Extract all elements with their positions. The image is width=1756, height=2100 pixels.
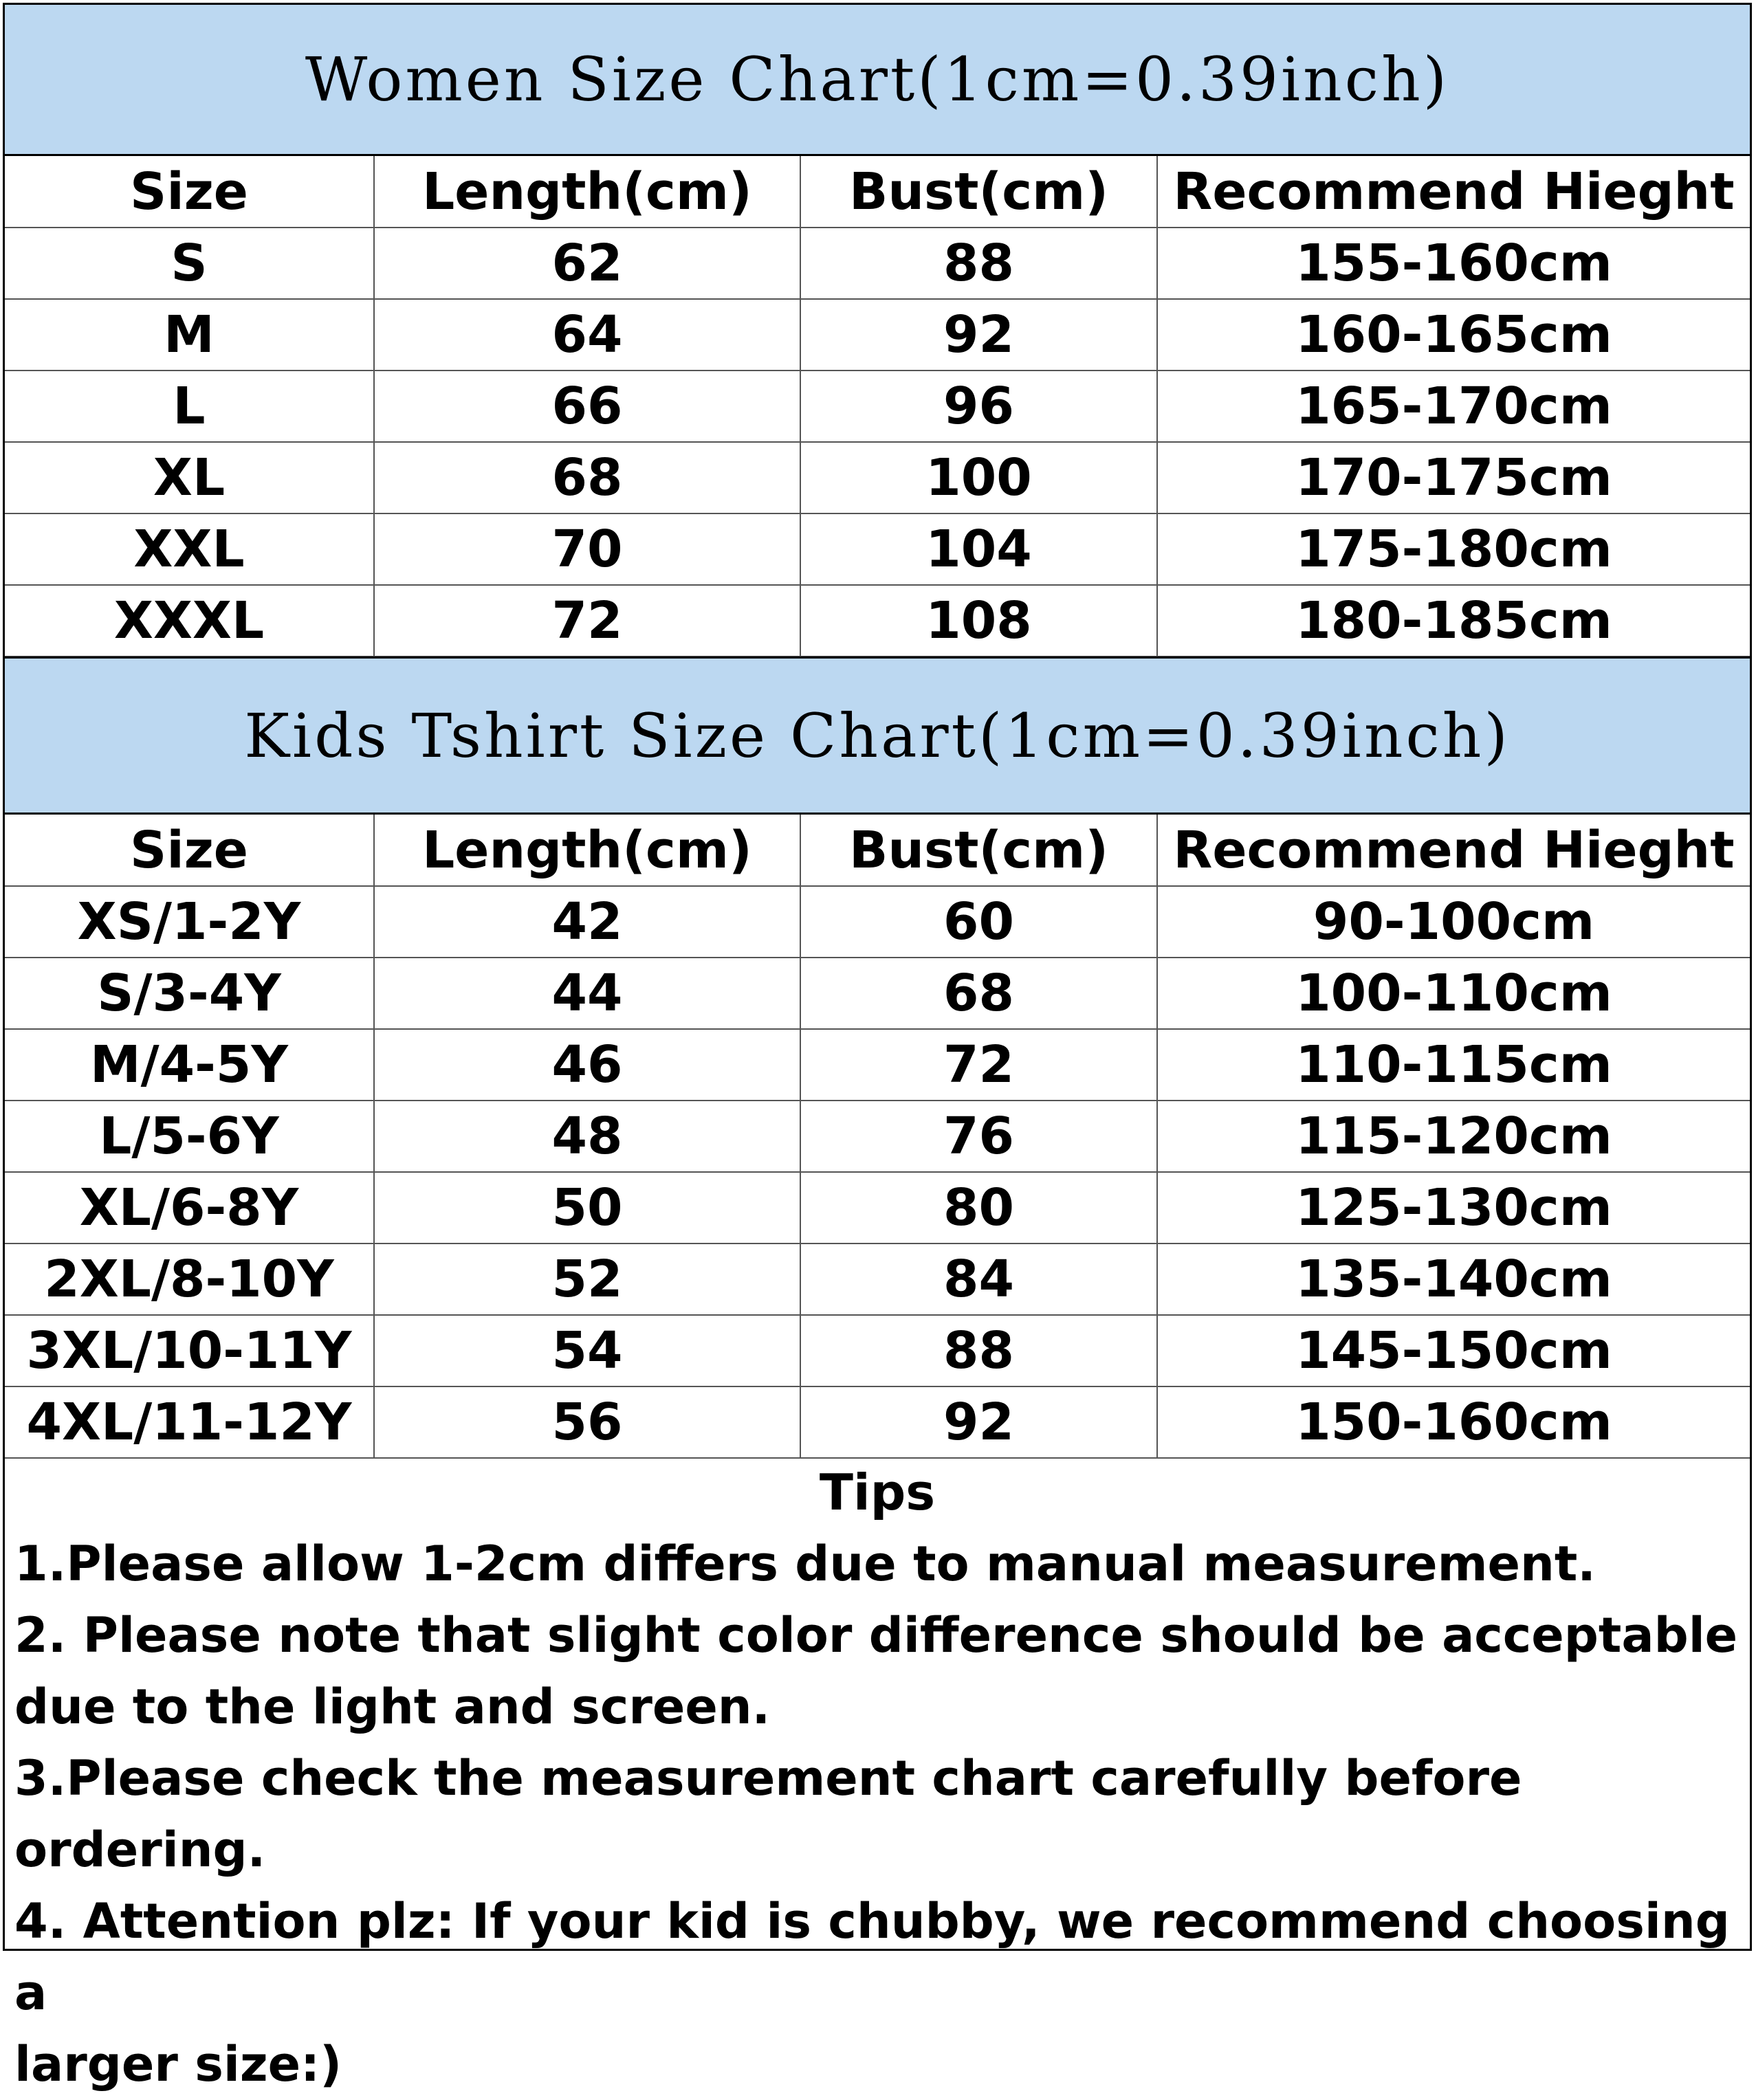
cell-height: 90-100cm bbox=[1157, 886, 1750, 958]
table-row bbox=[5, 585, 1750, 656]
cell-bust: 76 bbox=[800, 1101, 1157, 1172]
tip-line: 1.Please allow 1-2cm differs due to manual measurement. bbox=[14, 1536, 1596, 1592]
cell-bust: 72 bbox=[800, 1029, 1157, 1101]
table-row bbox=[5, 886, 1750, 958]
kids-size-chart-title: Kids Tshirt Size Chart(1cm=0.39inch) bbox=[5, 656, 1750, 815]
cell-length: 54 bbox=[374, 1315, 800, 1386]
header-bust: Bust(cm) bbox=[800, 815, 1157, 886]
cell-height: 110-115cm bbox=[1157, 1029, 1750, 1101]
cell-size: L/5-6Y bbox=[5, 1101, 374, 1172]
table-row bbox=[5, 299, 1750, 371]
size-chart-sheet bbox=[3, 3, 1752, 2092]
cell-height: 135-140cm bbox=[1157, 1244, 1750, 1315]
header-size: Size bbox=[5, 815, 374, 886]
table-row bbox=[5, 958, 1750, 1029]
cell-height: 155-160cm bbox=[1157, 228, 1750, 299]
women-size-table bbox=[5, 156, 1750, 657]
cell-length: 70 bbox=[374, 513, 800, 585]
cell-length: 50 bbox=[374, 1172, 800, 1244]
tip-line: larger size:) bbox=[14, 2036, 342, 2092]
header-length: Length(cm) bbox=[374, 156, 800, 228]
cell-height: 180-185cm bbox=[1157, 585, 1750, 656]
cell-size: 4XL/11-12Y bbox=[5, 1386, 374, 1458]
cell-length: 64 bbox=[374, 299, 800, 371]
cell-bust: 108 bbox=[800, 585, 1157, 656]
cell-height: 125-130cm bbox=[1157, 1172, 1750, 1244]
table-row bbox=[5, 371, 1750, 442]
cell-height: 145-150cm bbox=[1157, 1315, 1750, 1386]
table-row bbox=[5, 442, 1750, 513]
cell-height: 150-160cm bbox=[1157, 1386, 1750, 1458]
cell-size: XXL bbox=[5, 513, 374, 585]
cell-bust: 92 bbox=[800, 299, 1157, 371]
table-header-row bbox=[5, 815, 1750, 886]
cell-height: 160-165cm bbox=[1157, 299, 1750, 371]
tip-line: 3.Please check the measurement chart carefully before ordering. bbox=[14, 1750, 1539, 1878]
cell-length: 68 bbox=[374, 442, 800, 513]
cell-size: S/3-4Y bbox=[5, 958, 374, 1029]
cell-height: 165-170cm bbox=[1157, 371, 1750, 442]
kids-size-table bbox=[5, 815, 1750, 1459]
cell-bust: 104 bbox=[800, 513, 1157, 585]
cell-bust: 60 bbox=[800, 886, 1157, 958]
header-bust: Bust(cm) bbox=[800, 156, 1157, 228]
cell-length: 62 bbox=[374, 228, 800, 299]
table-row bbox=[5, 1244, 1750, 1315]
table-row bbox=[5, 1029, 1750, 1101]
header-length: Length(cm) bbox=[374, 815, 800, 886]
tip-line: due to the light and screen. bbox=[14, 1679, 771, 1735]
tip-line: 4. Attention plz: If your kid is chubby, we recommend choosing a bbox=[14, 1893, 1747, 2021]
cell-length: 46 bbox=[374, 1029, 800, 1101]
header-recommend-height: Recommend Hieght bbox=[1157, 815, 1750, 886]
cell-length: 48 bbox=[374, 1101, 800, 1172]
cell-bust: 88 bbox=[800, 1315, 1157, 1386]
cell-length: 66 bbox=[374, 371, 800, 442]
cell-bust: 96 bbox=[800, 371, 1157, 442]
table-row bbox=[5, 513, 1750, 585]
cell-height: 115-120cm bbox=[1157, 1101, 1750, 1172]
cell-length: 44 bbox=[374, 958, 800, 1029]
tips-title: Tips bbox=[819, 1463, 936, 1521]
cell-bust: 88 bbox=[800, 228, 1157, 299]
cell-length: 56 bbox=[374, 1386, 800, 1458]
cell-size: XXXL bbox=[5, 585, 374, 656]
cell-length: 42 bbox=[374, 886, 800, 958]
cell-size: XS/1-2Y bbox=[5, 886, 374, 958]
table-row bbox=[5, 1315, 1750, 1386]
cell-size: 2XL/8-10Y bbox=[5, 1244, 374, 1315]
header-recommend-height: Recommend Hieght bbox=[1157, 156, 1750, 228]
cell-size: S bbox=[5, 228, 374, 299]
tip-line: 2. Please note that slight color difference should be acceptable bbox=[14, 1607, 1738, 1664]
cell-height: 170-175cm bbox=[1157, 442, 1750, 513]
table-row bbox=[5, 1386, 1750, 1458]
women-size-chart-title: Women Size Chart(1cm=0.39inch) bbox=[5, 5, 1750, 156]
cell-bust: 68 bbox=[800, 958, 1157, 1029]
header-size: Size bbox=[5, 156, 374, 228]
table-row bbox=[5, 1101, 1750, 1172]
cell-bust: 80 bbox=[800, 1172, 1157, 1244]
cell-size: XL/6-8Y bbox=[5, 1172, 374, 1244]
tips-section bbox=[5, 1457, 1750, 2100]
cell-height: 175-180cm bbox=[1157, 513, 1750, 585]
cell-size: M/4-5Y bbox=[5, 1029, 374, 1101]
cell-bust: 92 bbox=[800, 1386, 1157, 1458]
table-header-row bbox=[5, 156, 1750, 228]
cell-height: 100-110cm bbox=[1157, 958, 1750, 1029]
cell-size: L bbox=[5, 371, 374, 442]
cell-size: M bbox=[5, 299, 374, 371]
cell-size: XL bbox=[5, 442, 374, 513]
cell-bust: 100 bbox=[800, 442, 1157, 513]
cell-length: 72 bbox=[374, 585, 800, 656]
table-row bbox=[5, 1172, 1750, 1244]
cell-length: 52 bbox=[374, 1244, 800, 1315]
cell-size: 3XL/10-11Y bbox=[5, 1315, 374, 1386]
cell-bust: 84 bbox=[800, 1244, 1157, 1315]
table-row bbox=[5, 228, 1750, 299]
